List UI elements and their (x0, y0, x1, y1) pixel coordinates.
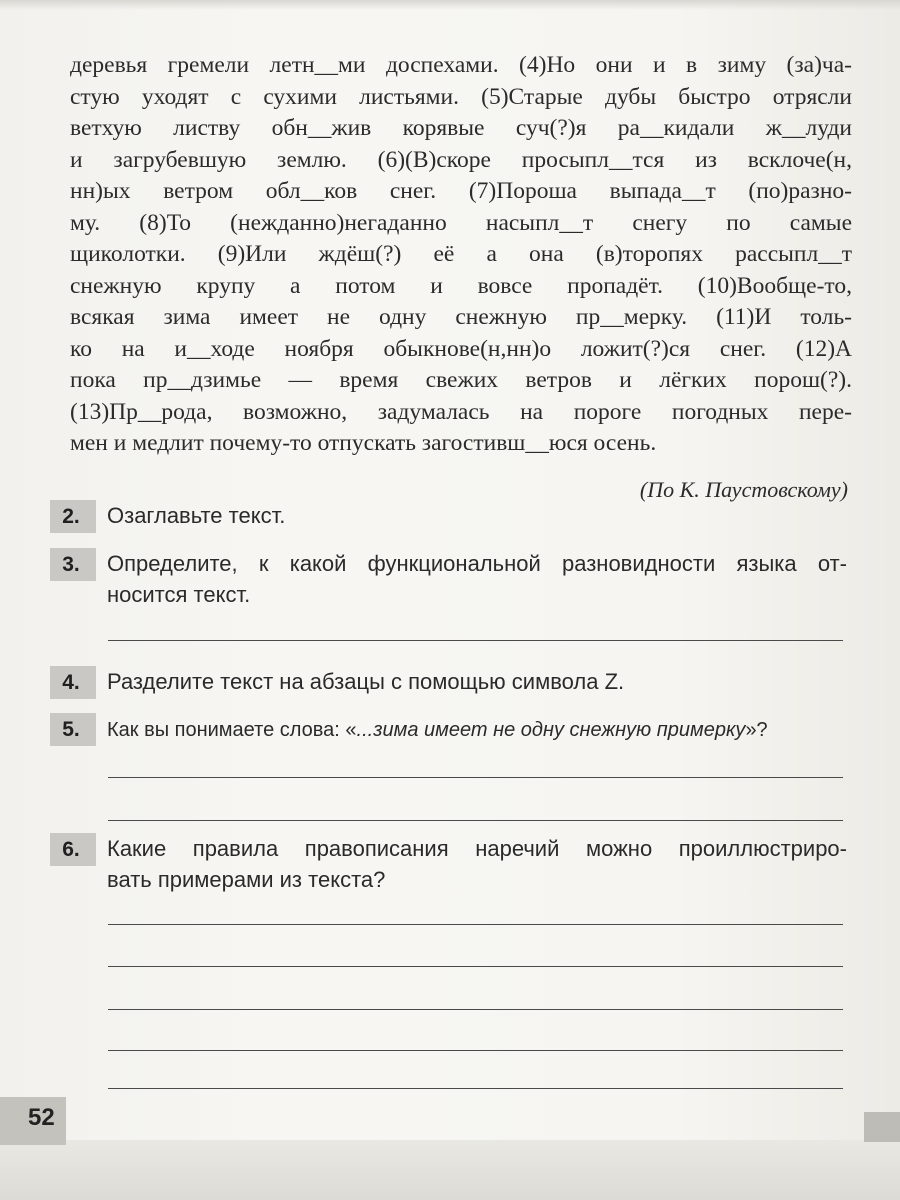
task-2-line: Озаглавьте текст. (107, 503, 286, 528)
passage-line: нн)ых ветром обл__ков снег. (7)Пороша выпада__т (по)разно- (70, 178, 852, 204)
task-6-text (107, 833, 847, 895)
task-6-line: Какие правила правописания наречий можно проиллюстриро- (107, 836, 847, 861)
answer-line[interactable] (108, 1050, 843, 1051)
passage-line: снежную крупу а потом и вовсе пропадёт. (10)Вообще-то, (70, 272, 852, 299)
task-4-line: Разделите текст на абзацы с помощью символа Z. (107, 669, 625, 694)
passage-line: стую уходят с сухими листьями. (5)Старые дубы быстро отрясли (70, 83, 852, 110)
passage-line: мен и медлит почему-то отпускать загостивш__юся осень. (70, 430, 657, 456)
passage-line: (13)Пр__рода, возможно, задумалась на пороге погодных пере- (70, 398, 852, 425)
page-top-shadow (0, 0, 900, 10)
passage-line: всякая зима имеет не одну снежную пр__мерку. (11)И толь- (70, 304, 852, 330)
answer-line[interactable] (108, 777, 843, 778)
task-5-lead: Как вы понимаете слова: « (107, 719, 357, 741)
task-5-tail: »? (745, 719, 768, 741)
passage-line: деревья гремели летн__ми доспехами. (4)Но они и в зиму (за)ча- (70, 52, 852, 78)
task-3-line: Определите, к какой функциональной разновидности языка от- (107, 551, 847, 576)
task-number-badge: 6. (50, 833, 96, 866)
passage-line: ветхую листву обн__жив корявые суч(?)я ра__кидали ж__луди (70, 115, 852, 141)
passage-line: му. (8)То (нежданно)негаданно насыпл__т снегу по самые (70, 209, 852, 236)
passage-line: пока пр__дзимье — время свежих ветров и лёгких порош(?). (70, 367, 852, 393)
page-number: 52 (28, 1104, 55, 1131)
task-3-text (107, 548, 847, 610)
task-number-badge: 2. (50, 500, 96, 533)
task-3-line: носится текст. (107, 582, 251, 607)
task-5-quote: ...зима имеет не одну снежную примерку (356, 719, 746, 741)
answer-line[interactable] (108, 924, 843, 925)
task-5-text (107, 713, 847, 746)
task-4-text (107, 666, 847, 697)
reading-passage (70, 50, 852, 460)
task-2-text (107, 500, 847, 531)
answer-line[interactable] (108, 1088, 843, 1089)
answer-line[interactable] (108, 820, 843, 821)
answer-line[interactable] (108, 966, 843, 967)
answer-line[interactable] (108, 640, 843, 641)
passage-line: щиколотки. (9)Или ждёш(?) её а она (в)торопях рассыпл__т (70, 241, 852, 267)
task-5-line (107, 713, 847, 746)
answer-line[interactable] (108, 1009, 843, 1010)
task-number-badge: 4. (50, 666, 96, 699)
passage-line: и загрубевшую землю. (6)(В)скоре просыпл__тся из всклоче(н, (70, 146, 852, 173)
task-number-badge: 5. (50, 713, 96, 746)
task-6-line: вать примерами из текста? (107, 867, 386, 892)
passage-line: ко на и__ходе ноября обыкнове(н,нн)о ложит(?)ся снег. (12)А (70, 335, 852, 362)
page-bottom-band (0, 1140, 900, 1200)
passage-author: (По К. Паустовскому) (639, 477, 848, 502)
task-number-badge: 3. (50, 548, 96, 581)
page-edge-tab (864, 1112, 900, 1142)
